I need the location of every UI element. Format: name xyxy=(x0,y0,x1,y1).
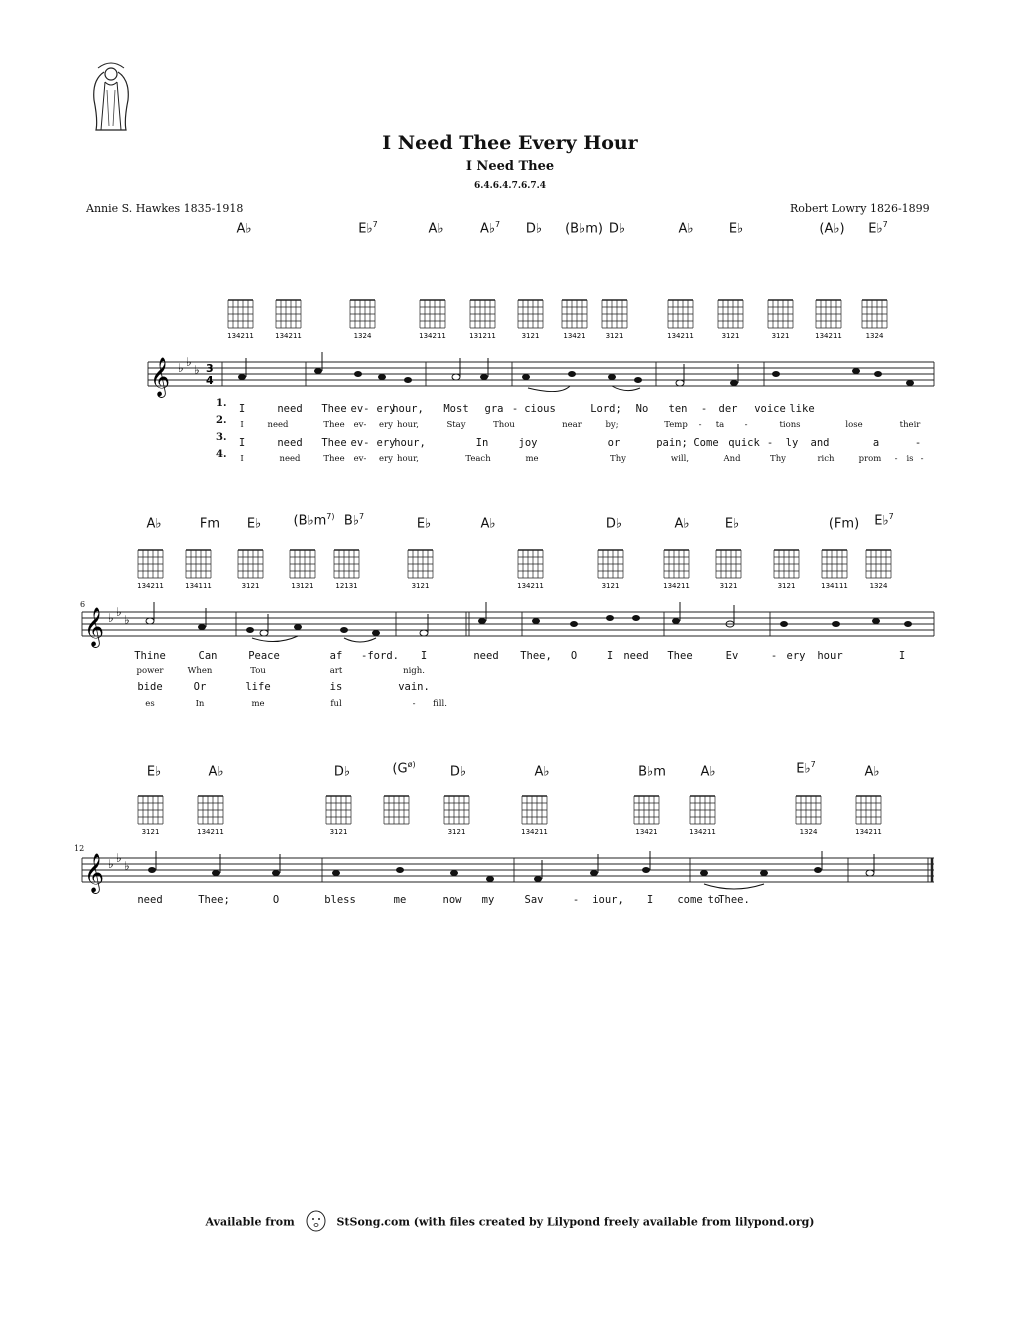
svg-text:♭: ♭ xyxy=(124,613,130,627)
chord-symbol: A♭ xyxy=(236,221,252,237)
lyric-syllable: power xyxy=(136,666,164,676)
chord-diagram xyxy=(334,550,359,590)
chord-diagram xyxy=(602,300,627,340)
lyric-syllable: O xyxy=(272,894,280,906)
treble-clef-icon: 𝄞 xyxy=(150,357,171,397)
lyric-syllable: ten xyxy=(668,403,688,415)
fingering-label: 3121 xyxy=(777,582,796,590)
footer-credit xyxy=(0,1209,1020,1236)
lyric-syllable: now xyxy=(442,894,462,906)
fingering-label: 134211 xyxy=(227,332,254,340)
chord-diagram xyxy=(774,550,799,590)
lyric-syllable: -ford. xyxy=(361,650,399,662)
chord-symbol: E♭$^7$ xyxy=(874,512,894,529)
svg-text:♭: ♭ xyxy=(108,857,114,871)
lyric-syllable: Ev xyxy=(725,650,739,662)
fingering-label: 134211 xyxy=(663,582,690,590)
lyric-syllable: af xyxy=(329,650,343,662)
fingering-label: 134211 xyxy=(419,332,446,340)
angel-logo-icon xyxy=(88,60,134,132)
lyric-syllable: hour, xyxy=(392,403,424,415)
lyric-syllable: prom xyxy=(858,454,882,464)
lyric-syllable: ev- xyxy=(350,437,370,449)
lyric-syllable: der xyxy=(718,403,738,415)
lyric-syllable: Sav xyxy=(524,894,544,906)
hymn-meter: 6.4.6.4.7.6.7.4 xyxy=(473,181,547,191)
chord-symbol: B♭$^7$ xyxy=(343,512,365,529)
lyric-syllable: Stay xyxy=(446,420,466,430)
lyric-syllable: In xyxy=(475,437,489,449)
lyric-syllable: - xyxy=(770,650,778,662)
lyric-syllable: need xyxy=(473,650,499,662)
chord-diagram xyxy=(227,300,254,340)
chord-diagram xyxy=(663,550,690,590)
chord-diagram xyxy=(821,550,848,590)
chord-symbol: E♭ xyxy=(416,516,432,532)
lyric-syllable: And xyxy=(723,454,741,464)
chord-symbol: (B♭m) xyxy=(565,221,603,237)
lyric-syllable: need xyxy=(277,437,303,449)
lyric-syllable: I xyxy=(238,403,246,415)
svg-text:♭: ♭ xyxy=(178,361,184,375)
chord-diagram xyxy=(518,300,543,340)
fingering-label: 134211 xyxy=(197,828,224,836)
chord-symbol: D♭ xyxy=(525,221,543,237)
fingering-label: 12131 xyxy=(335,582,358,590)
verse-number: 4. xyxy=(216,449,227,460)
lyric-syllable: Thy xyxy=(610,454,626,464)
lyric-syllable: bide xyxy=(137,681,163,693)
fingering-label: 134211 xyxy=(689,828,716,836)
lyric-syllable: my xyxy=(481,894,495,906)
lyric-syllable: rich xyxy=(817,454,835,464)
lyric-syllable: - xyxy=(572,894,580,906)
lyric-syllable: hour, xyxy=(397,420,419,430)
lyric-syllable: Thine xyxy=(134,650,166,662)
lyric-syllable: Come xyxy=(693,437,719,449)
lyric-syllable: No xyxy=(635,403,649,415)
lyric-syllable: I xyxy=(420,650,428,662)
svg-text:♭: ♭ xyxy=(116,851,122,865)
chord-symbol: (A♭) xyxy=(819,221,845,237)
lyric-syllable: voice xyxy=(754,403,786,415)
lyric-syllable: ery xyxy=(376,403,396,415)
chord-diagram xyxy=(768,300,793,340)
chord-symbol: D♭ xyxy=(449,764,467,780)
fingering-label: 13421 xyxy=(635,828,658,836)
lyric-syllable: to xyxy=(707,894,721,906)
lyric-syllable: Thee, xyxy=(520,650,552,662)
chord-diagram xyxy=(716,550,741,590)
treble-clef-icon: 𝄞 xyxy=(84,853,105,893)
chord-diagram xyxy=(419,300,446,340)
fingering-label: 3121 xyxy=(721,332,740,340)
system-2-chord-diagrams xyxy=(0,542,1020,594)
fingering-label: 3121 xyxy=(521,332,540,340)
lyric-syllable: like xyxy=(789,403,815,415)
lyric-syllable: Can xyxy=(198,650,218,662)
lyric-syllable: In xyxy=(195,699,205,709)
lyric-syllable: Thou xyxy=(493,420,515,430)
chord-symbol: ($G^{ø)}$ xyxy=(392,760,416,777)
chord-symbol: E♭ xyxy=(246,516,262,532)
svg-text:♭: ♭ xyxy=(194,363,200,377)
lyric-syllable: Thee. xyxy=(718,894,750,906)
chord-symbol: A♭$^7$ xyxy=(479,220,501,237)
treble-clef-icon: 𝄞 xyxy=(84,607,105,647)
lyric-syllable: es xyxy=(145,699,155,709)
lyric-syllable: ev- xyxy=(353,454,367,464)
lyric-syllable: me xyxy=(251,699,265,709)
lyric-syllable: - xyxy=(744,420,748,430)
lyric-syllable: art xyxy=(329,666,343,676)
footer-text: StSong.com (with files created by Lilypond freely available from lilypond.org) xyxy=(336,1215,815,1229)
lyric-syllable: iour, xyxy=(592,894,624,906)
lyric-syllable: Thee xyxy=(323,420,345,430)
lyric-syllable: - xyxy=(698,420,702,430)
lyric-syllable: Tou xyxy=(250,666,266,676)
lyric-syllable: - xyxy=(766,437,774,449)
lyric-syllable: need xyxy=(267,420,289,430)
lyric-syllable: Peace xyxy=(248,650,280,662)
lyric-syllable: - xyxy=(894,454,898,464)
chord-diagram xyxy=(275,300,302,340)
fingering-label: 3121 xyxy=(771,332,790,340)
chord-symbol: ($B♭m^{7)}$ xyxy=(293,512,335,529)
lyric-syllable: I xyxy=(240,454,244,464)
lyric-syllable: cious xyxy=(524,403,556,415)
lyric-syllable: ly xyxy=(785,437,799,449)
chord-diagram xyxy=(718,300,743,340)
chord-symbol: A♭ xyxy=(428,221,444,237)
lyric-syllable: quick xyxy=(728,437,760,449)
fingering-label: 3121 xyxy=(719,582,738,590)
fingering-label: 3121 xyxy=(447,828,466,836)
lyric-syllable: Most xyxy=(443,403,469,415)
lyric-syllable: hour, xyxy=(397,454,419,464)
measure-number: 6 xyxy=(80,600,86,609)
lyric-syllable: lose xyxy=(845,420,863,430)
lyric-syllable: a xyxy=(872,437,880,449)
lyric-syllable: need xyxy=(623,650,649,662)
lyric-syllable: I xyxy=(646,894,654,906)
chord-symbol: E♭$^7$ xyxy=(868,220,888,237)
chord-diagram xyxy=(197,796,224,836)
verse-number: 2. xyxy=(216,415,227,426)
staff-system-1 xyxy=(0,350,1020,400)
chord-symbol: E♭$^7$ xyxy=(796,760,816,777)
lyric-syllable: pain; xyxy=(656,437,688,449)
lyric-syllable: hour, xyxy=(394,437,426,449)
chord-symbol: E♭ xyxy=(146,764,162,780)
lyric-syllable: need xyxy=(279,454,301,464)
lyric-syllable: Or xyxy=(193,681,207,693)
chord-symbol: D♭ xyxy=(605,516,623,532)
lyric-syllable: is xyxy=(329,681,343,693)
chord-symbol: A♭ xyxy=(480,516,496,532)
lyric-syllable: tions xyxy=(779,420,801,430)
lyric-syllable: Thee xyxy=(667,650,693,662)
lyric-syllable: me xyxy=(393,894,407,906)
poet-credit: Annie S. Hawkes 1835-1918 xyxy=(86,202,244,215)
chord-symbol: A♭ xyxy=(208,764,224,780)
chord-symbol: A♭ xyxy=(674,516,690,532)
lyric-syllable: and xyxy=(810,437,830,449)
chord-diagram xyxy=(238,550,263,590)
chord-symbol: Fm xyxy=(199,516,221,532)
chord-diagram xyxy=(444,796,469,836)
chord-symbol: A♭ xyxy=(864,764,880,780)
chord-symbol: B♭m xyxy=(638,764,666,780)
svg-text:♭: ♭ xyxy=(116,605,122,619)
lyric-syllable: O xyxy=(570,650,578,662)
chord-diagram xyxy=(598,550,623,590)
lyric-syllable: ev- xyxy=(350,403,370,415)
chord-symbol: (Fm) xyxy=(828,516,860,532)
chord-diagram xyxy=(138,796,163,836)
fingering-label: 13121 xyxy=(291,582,314,590)
lyric-syllable: Thee; xyxy=(198,894,230,906)
fingering-label: 3121 xyxy=(411,582,430,590)
fingering-label: 134111 xyxy=(821,582,848,590)
system-3-chord-diagrams xyxy=(0,788,1020,840)
fingering-label: 3121 xyxy=(605,332,624,340)
svg-text:♭: ♭ xyxy=(108,611,114,625)
lyric-syllable: Teach xyxy=(465,454,491,464)
chord-diagram xyxy=(185,550,212,590)
chord-symbol: A♭ xyxy=(146,516,162,532)
chord-symbol: E♭$^7$ xyxy=(358,220,378,237)
lyric-syllable: Temp xyxy=(664,420,688,430)
chord-symbol: A♭ xyxy=(534,764,550,780)
fingering-label: 3121 xyxy=(141,828,160,836)
lyric-syllable: ev- xyxy=(353,420,367,430)
composer-credit: Robert Lowry 1826-1899 xyxy=(790,202,930,215)
fingering-label: 134211 xyxy=(815,332,842,340)
lyric-syllable: - xyxy=(511,403,519,415)
lyric-syllable: need xyxy=(277,403,303,415)
staff-system-3 xyxy=(0,846,1020,896)
song-subtitle: I Need Thee xyxy=(465,159,555,174)
lyric-syllable: ery xyxy=(376,437,396,449)
lyric-syllable: Thee xyxy=(323,454,345,464)
chord-diagram xyxy=(862,300,887,340)
chord-diagram xyxy=(469,300,496,340)
lyric-syllable: need xyxy=(137,894,163,906)
chord-diagram xyxy=(408,550,433,590)
svg-text:4: 4 xyxy=(206,374,214,387)
staff-system-2 xyxy=(0,600,1020,650)
chord-diagram xyxy=(562,300,587,340)
chord-diagram xyxy=(384,796,409,824)
lyric-syllable: - xyxy=(700,403,708,415)
lyric-syllable: is xyxy=(906,454,914,464)
svg-text:♭: ♭ xyxy=(186,355,192,369)
lyric-syllable: nigh. xyxy=(403,666,425,676)
fingering-label: 1324 xyxy=(869,582,888,590)
song-title: I Need Thee Every Hour xyxy=(382,132,638,154)
lyric-syllable: ta xyxy=(715,420,725,430)
lyric-syllable: life xyxy=(245,681,271,693)
lyric-syllable: I xyxy=(238,437,246,449)
chord-diagram xyxy=(521,796,548,836)
fingering-label: 134211 xyxy=(517,582,544,590)
lyric-syllable: bless xyxy=(324,894,356,906)
lyric-syllable: joy xyxy=(518,437,538,449)
chord-diagram xyxy=(855,796,882,836)
chord-diagram xyxy=(667,300,694,340)
lyric-syllable: their xyxy=(899,420,921,430)
footer-prefix: Available from xyxy=(205,1215,295,1229)
fingering-label: 3121 xyxy=(601,582,620,590)
lyric-syllable: by; xyxy=(605,420,619,430)
lyric-syllable: - xyxy=(920,454,924,464)
chord-diagram xyxy=(517,550,544,590)
lyric-syllable: Thee xyxy=(321,403,347,415)
svg-text:3: 3 xyxy=(206,362,214,375)
svg-text:♭: ♭ xyxy=(124,859,130,873)
verse-number: 3. xyxy=(216,432,227,443)
chord-symbol: D♭ xyxy=(608,221,626,237)
chord-diagram xyxy=(866,550,891,590)
chord-diagram xyxy=(634,796,659,836)
chord-diagram xyxy=(290,550,315,590)
chord-symbol: A♭ xyxy=(678,221,694,237)
fingering-label: 134211 xyxy=(275,332,302,340)
lyric-syllable: Thy xyxy=(770,454,786,464)
lyric-syllable: hour xyxy=(817,650,843,662)
chord-diagram xyxy=(137,550,164,590)
verse-number: 1. xyxy=(216,398,227,409)
chord-diagram xyxy=(796,796,821,836)
fingering-label: 134211 xyxy=(521,828,548,836)
lyric-syllable: Lord; xyxy=(590,403,622,415)
lyric-syllable: ery xyxy=(786,650,806,662)
lyric-syllable: I xyxy=(606,650,614,662)
fingering-label: 134211 xyxy=(137,582,164,590)
lyric-syllable: come xyxy=(677,894,703,906)
fingering-label: 134211 xyxy=(667,332,694,340)
lyric-syllable: ery xyxy=(379,420,393,430)
lyric-syllable: near xyxy=(562,420,582,430)
lyric-syllable: When xyxy=(187,666,213,676)
fingering-label: 1324 xyxy=(865,332,884,340)
lyric-syllable: I xyxy=(898,650,906,662)
chord-diagram xyxy=(815,300,842,340)
lyric-syllable: - xyxy=(914,437,922,449)
measure-number: 12 xyxy=(74,844,85,853)
chord-diagram xyxy=(689,796,716,836)
system-1-chord-diagrams xyxy=(0,292,1020,344)
lyric-syllable: me xyxy=(525,454,539,464)
lyric-syllable: - xyxy=(412,699,416,709)
lyric-syllable: vain. xyxy=(398,681,430,693)
fingering-label: 1324 xyxy=(353,332,372,340)
lyric-syllable: or xyxy=(607,437,621,449)
stsong-face-icon xyxy=(305,1209,327,1236)
chord-symbol: E♭ xyxy=(724,516,740,532)
chord-symbol: E♭ xyxy=(728,221,744,237)
lyric-syllable: Thee xyxy=(321,437,347,449)
lyric-syllable: ery xyxy=(379,454,393,464)
lyric-syllable: I xyxy=(240,420,244,430)
fingering-label: 3121 xyxy=(329,828,348,836)
fingering-label: 134211 xyxy=(855,828,882,836)
lyric-syllable: ful xyxy=(330,699,342,709)
lyric-syllable: will, xyxy=(670,454,690,464)
lyric-syllable: gra xyxy=(484,403,504,415)
fingering-label: 13421 xyxy=(563,332,586,340)
chord-symbol: A♭ xyxy=(700,764,716,780)
fingering-label: 131211 xyxy=(469,332,496,340)
fingering-label: 134111 xyxy=(185,582,212,590)
fingering-label: 1324 xyxy=(799,828,818,836)
lyric-syllable: fill. xyxy=(433,699,447,709)
fingering-label: 3121 xyxy=(241,582,260,590)
chord-diagram xyxy=(326,796,351,836)
chord-diagram xyxy=(350,300,375,340)
chord-symbol: D♭ xyxy=(333,764,351,780)
